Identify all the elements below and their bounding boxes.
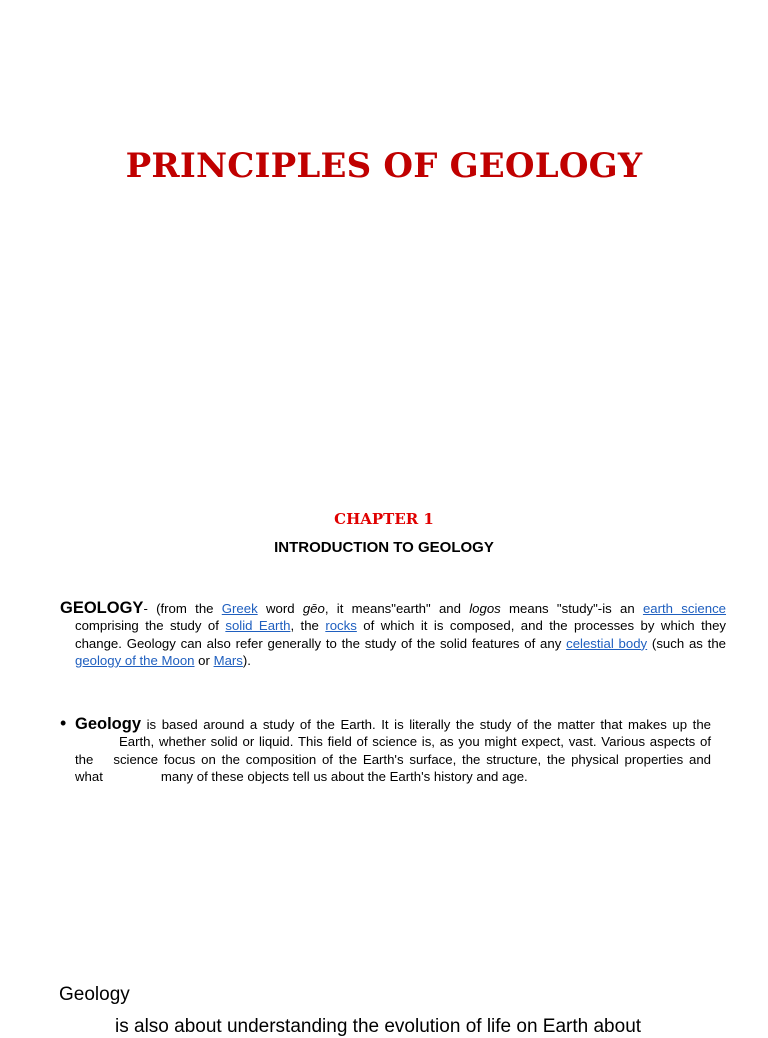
- chapter-label: CHAPTER 1: [334, 510, 434, 528]
- link-solid-earth[interactable]: solid Earth: [225, 618, 291, 634]
- link-greek[interactable]: Greek: [221, 601, 258, 616]
- link-earth-science[interactable]: earth science: [642, 601, 727, 616]
- definition-term: GEOLOGY: [60, 599, 144, 617]
- text-span: means "study"-is an: [500, 601, 643, 616]
- text-span: ).: [242, 652, 251, 668]
- term-logos: logos: [469, 601, 501, 616]
- text-span: word: [257, 601, 303, 616]
- truncated-line: is also about understanding the evolution of life on Earth about: [115, 1016, 642, 1037]
- text-span: - (from the: [143, 601, 222, 616]
- link-mars[interactable]: Mars: [213, 652, 243, 668]
- text-span: many of these objects tell us about the Earth's history and age.: [160, 768, 528, 784]
- text-span: Earth, whether solid or liquid. This field of science is, as you might expect, vast. Various aspects of the: [75, 734, 711, 767]
- text-span: or: [194, 652, 214, 668]
- bullet-marker: •: [60, 713, 67, 733]
- text-span: comprising the study of: [75, 618, 226, 634]
- text-span: of which it is composed, and the processes by which they change. Geology can also refer generally to the study of the solid features of any: [75, 618, 726, 651]
- link-geology-of-the-moon[interactable]: geology of the Moon: [75, 652, 195, 668]
- text-span: , the: [290, 618, 326, 634]
- term-geo: gēo: [302, 601, 325, 616]
- link-celestial-body[interactable]: celestial body: [566, 635, 648, 651]
- chapter-title: INTRODUCTION TO GEOLOGY: [274, 539, 494, 556]
- document-title: PRINCIPLES OF GEOLOGY: [125, 146, 643, 186]
- bullet-term: Geology: [75, 715, 142, 733]
- text-span: (such as the: [647, 635, 727, 651]
- link-rocks[interactable]: rocks: [325, 618, 357, 634]
- text-span: science focus on the composition of the Earth's surface, the structure, the physical properties and what: [75, 751, 711, 784]
- text-span: , it means"earth" and: [324, 601, 470, 616]
- definition-paragraph: [60, 600, 726, 669]
- bullet-paragraph: [75, 716, 711, 785]
- text-span: is based around a study of the Earth. It is literally the study of the matter that makes up the: [141, 717, 711, 732]
- section-heading: Geology: [59, 984, 130, 1005]
